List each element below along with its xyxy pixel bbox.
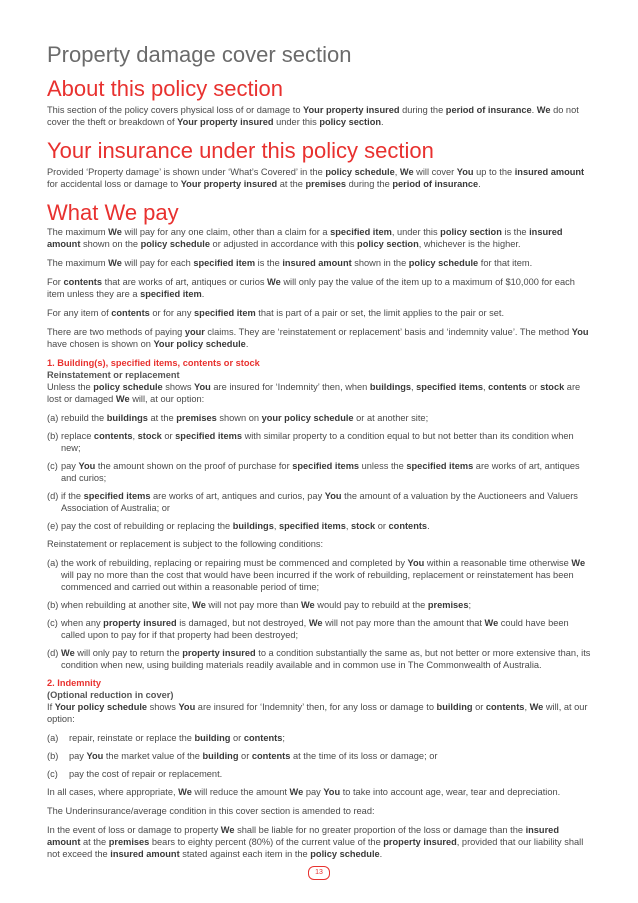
paragraph: The maximum We will pay for each specified item is the insured amount shown in the policy schedule for that item. — [47, 258, 533, 268]
defined-term: specified item — [330, 227, 392, 237]
list-item — [47, 617, 593, 641]
subheading-optional-reduction: (Optional reduction in cover) — [47, 690, 174, 700]
defined-term: premises — [427, 600, 469, 610]
defined-term: stock — [350, 521, 376, 531]
list-item — [47, 430, 593, 454]
defined-term: your policy schedule — [261, 413, 354, 423]
defined-term: policy schedule — [310, 849, 380, 859]
defined-term: insured amount — [47, 227, 563, 249]
defined-term: policy schedule — [408, 258, 479, 268]
defined-term: policy schedule — [140, 239, 210, 249]
defined-term: We — [308, 618, 323, 628]
defined-term: We — [220, 825, 235, 835]
list-item-label: (b) — [47, 431, 59, 441]
list-item-label: (a) — [47, 413, 59, 423]
list-item-label: (b) — [47, 600, 59, 610]
list-item-text: if the specified items are works of art, antiques and curios, pay You the amount of a valuation by the Auctioneers and Valuers Association of Australia; or — [61, 491, 578, 513]
list-item — [47, 557, 593, 593]
defined-term: We — [61, 648, 75, 658]
defined-term: insured amount — [282, 258, 352, 268]
defined-term: building — [194, 733, 231, 743]
defined-term: insured amount — [110, 849, 180, 859]
defined-term: Your policy schedule — [54, 702, 148, 712]
list-item-label: (d) — [47, 491, 59, 501]
defined-term: premises — [305, 179, 347, 189]
paragraph: This section of the policy covers physical loss of or damage to Your property insured during the period of insurance. We do not cover the theft or breakdown of Your property insured under this policy section. — [47, 105, 579, 127]
list-item — [47, 599, 593, 611]
defined-term: You — [178, 702, 196, 712]
defined-term: You — [323, 787, 341, 797]
defined-term: contents — [488, 382, 527, 392]
defined-term: contents — [243, 733, 283, 743]
defined-term: building — [436, 702, 473, 712]
list-item-text: pay You the amount shown on the proof of purchase for specified items unless the specified items are works of art, antiques and curios; — [61, 461, 580, 483]
defined-term: building — [202, 751, 239, 761]
list-item-label: (b) — [47, 751, 59, 761]
defined-term: specified item — [193, 258, 256, 268]
conditions-list — [47, 557, 593, 671]
defined-term: We — [115, 394, 130, 404]
defined-term: stock — [540, 382, 565, 392]
list-item-label: (c) — [47, 461, 58, 471]
list-item-label: (d) — [47, 648, 59, 658]
defined-term: specified items — [406, 461, 474, 471]
defined-term: contents — [63, 277, 102, 287]
option-list — [47, 412, 593, 532]
defined-term: We — [484, 618, 499, 628]
section-heading-about: About this policy section — [47, 76, 284, 101]
list-item-text: pay You the market value of the building or contents at the time of its loss or damage; or — [69, 751, 438, 761]
defined-term: policy schedule — [93, 382, 163, 392]
defined-term: insured amount — [47, 825, 559, 847]
defined-term: Your property insured — [180, 179, 278, 189]
paragraph: Provided ‘Property damage’ is shown under ‘What’s Covered’ in the policy schedule, We will cover You up to the insured amount for accidental loss or damage to Your property insured at the premises during the period of insurance. — [47, 167, 585, 189]
paragraph: There are two methods of paying your claims. They are ‘reinstatement or replacement’ basis and ‘indemnity value’. The method You have chosen is shown on Your policy schedule. — [47, 327, 589, 349]
defined-term: We — [536, 105, 551, 115]
defined-term: Your property insured — [177, 117, 274, 127]
list-item — [47, 520, 593, 532]
defined-term: You — [194, 382, 211, 392]
defined-term: buildings — [232, 521, 274, 531]
defined-term: We — [192, 600, 206, 610]
defined-term: We — [178, 787, 192, 797]
list-item-text: pay the cost of repair or replacement. — [69, 769, 223, 779]
paragraph: The Underinsurance/average condition in this cover section is amended to read: — [47, 806, 375, 816]
list-item-text: pay the cost of rebuilding or replacing the buildings, specified items, stock or contents. — [61, 521, 430, 531]
defined-term: Your policy schedule — [153, 339, 246, 349]
defined-term: We — [289, 787, 304, 797]
paragraph: In all cases, where appropriate, We will reduce the amount We pay You to take into account age, wear, tear and depreciation. — [47, 787, 561, 797]
defined-term: policy section — [357, 239, 419, 249]
defined-term: You — [324, 491, 342, 501]
subheading-reinstatement: Reinstatement or replacement — [47, 370, 180, 380]
paragraph: For any item of contents or for any specified item that is part of a pair or set, the limit applies to the pair or set. — [47, 308, 505, 318]
defined-term: stock — [137, 431, 162, 441]
list-item-label: (e) — [47, 521, 59, 531]
list-item-label: (c) — [47, 769, 58, 779]
paragraph: In the event of loss or damage to property We shall be liable for no greater proportion of the loss or damage than the insured amount at the premises bears to eighty percent (80%) of the current value of the property insured, provided that our liability shall not exceed the insured amount stated against each item in the policy schedule. — [47, 825, 584, 859]
list-item — [47, 732, 593, 744]
defined-term: buildings — [369, 382, 412, 392]
defined-term: buildings — [106, 413, 148, 423]
section-body-insurance — [47, 166, 593, 197]
defined-term: period of insurance — [445, 105, 532, 115]
defined-term: specified items — [279, 521, 346, 531]
section-heading-what-we-pay: What We pay — [47, 200, 179, 225]
defined-term: We — [300, 600, 315, 610]
defined-term: specified items — [416, 382, 483, 392]
defined-term: contents — [251, 751, 291, 761]
list-item-text: replace contents, stock or specified items with similar property to a condition equal to but not better than its condition when new; — [61, 431, 574, 453]
list-item-text: We will only pay to return the property insured to a condition substantially the same as, but not better or more extensive than, its condition when new, using building materials readily available and in common use in The Commonwealth of Australia. — [61, 648, 591, 670]
defined-term: Your property insured — [303, 105, 400, 115]
defined-term: specified items — [83, 491, 151, 501]
list-item-text: repair, reinstate or replace the building or contents; — [69, 733, 285, 743]
section-heading-insurance: Your insurance under this policy section — [47, 138, 434, 163]
section-body-about — [47, 104, 593, 135]
defined-term: contents — [111, 308, 150, 318]
list-item — [47, 460, 593, 484]
defined-term: period of insurance — [392, 179, 479, 189]
defined-term: property insured — [103, 618, 177, 628]
defined-term: premises — [176, 413, 217, 423]
list-item-text: when rebuilding at another site, We will not pay more than We would pay to rebuild at the premises; — [61, 600, 472, 610]
list-item-text: rebuild the buildings at the premises shown on your policy schedule or at another site; — [61, 413, 429, 423]
subheading-indemnity: 2. Indemnity — [47, 678, 101, 688]
list-item-text: the work of rebuilding, replacing or repairing must be commenced and completed by You within a reasonable time otherwise We will pay no more than the cost that would have been incurred if the work of rebuilding, replacement or reinstatement has been commenced and carried out within a reasonable period of time; — [61, 558, 586, 592]
list-item-label: (a) — [47, 733, 59, 743]
defined-term: We — [108, 258, 122, 268]
section-body-what-we-pay — [47, 226, 593, 867]
list-item — [47, 750, 593, 762]
paragraph: The maximum We will pay for any one claim, other than a claim for a specified item, under this policy section is the insured amount shown on the policy schedule or adjusted in accordance with this policy section, whichever is the higher. — [47, 227, 563, 249]
defined-term: premises — [108, 837, 150, 847]
defined-term: You — [571, 327, 589, 337]
list-item — [47, 490, 593, 514]
list-item — [47, 647, 593, 671]
defined-term: policy section — [319, 117, 381, 127]
list-item — [47, 412, 593, 424]
defined-term: We — [571, 558, 586, 568]
page-title: Property damage cover section — [47, 42, 352, 67]
list-item-label: (a) — [47, 558, 59, 568]
list-item-label: (c) — [47, 618, 58, 628]
subheading-building: 1. Building(s), specified items, contents or stock — [47, 358, 260, 368]
defined-term: policy section — [440, 227, 502, 237]
defined-term: We — [529, 702, 544, 712]
defined-term: specified item — [140, 289, 202, 299]
list-item-text: when any property insured is damaged, but not destroyed, We will not pay more than the amount that We could have been called upon to pay for if that property had been destroyed; — [61, 618, 569, 640]
defined-term: property insured — [383, 837, 457, 847]
defined-term: We — [267, 277, 281, 287]
paragraph: Unless the policy schedule shows You are insured for ‘Indemnity’ then, when buildings, specified items, contents or stock are lost or damaged We will, at our option: — [47, 382, 581, 404]
defined-term: specified items — [175, 431, 242, 441]
paragraph: Reinstatement or replacement is subject to the following conditions: — [47, 539, 324, 549]
indemnity-option-list — [47, 732, 593, 780]
defined-term: specified item — [194, 308, 256, 318]
defined-term: your — [184, 327, 205, 337]
defined-term: You — [78, 461, 96, 471]
defined-term: contents — [485, 702, 525, 712]
defined-term: We — [399, 167, 414, 177]
defined-term: insured amount — [514, 167, 585, 177]
paragraph: For contents that are works of art, antiques or curios We will only pay the value of the item up to a maximum of $10,000 for each item unless they are a specified item. — [47, 277, 575, 299]
list-item — [47, 768, 593, 780]
defined-term: You — [456, 167, 474, 177]
defined-term: contents — [93, 431, 133, 441]
defined-term: contents — [388, 521, 428, 531]
paragraph: If Your policy schedule shows You are insured for ‘Indemnity’ then, for any loss or damage to building or contents, We will, at our option: — [47, 702, 588, 724]
defined-term: We — [108, 227, 122, 237]
defined-term: property insured — [182, 648, 256, 658]
defined-term: policy schedule — [325, 167, 395, 177]
page-number: 13 — [308, 866, 330, 880]
defined-term: You — [407, 558, 425, 568]
defined-term: specified items — [292, 461, 360, 471]
defined-term: You — [86, 751, 104, 761]
